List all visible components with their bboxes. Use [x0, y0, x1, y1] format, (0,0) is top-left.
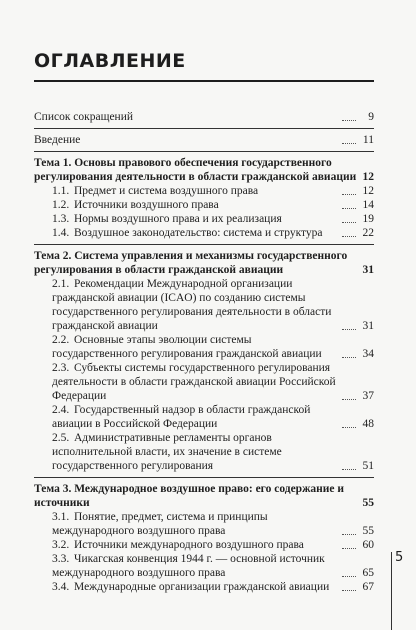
- toc-entry-page: 65: [362, 567, 374, 579]
- toc-entry-3-1: [34, 510, 374, 538]
- leader-dots: [342, 236, 356, 237]
- title-underline: [34, 80, 374, 82]
- toc-entry-title: Тема 3. Международное воздушное право: его содержание и источники: [34, 483, 345, 509]
- toc-entry-1-4: [34, 226, 374, 240]
- leader-dots: [342, 329, 356, 330]
- toc-entry-topic-3: [34, 482, 374, 510]
- toc-entry-title: Предмет и система воздушного права: [74, 185, 259, 197]
- toc-entry-number: 2.3.: [52, 362, 70, 374]
- toc-entry-page: 11: [362, 134, 374, 146]
- toc-entry-page: 51: [362, 460, 374, 472]
- toc-entry-number: 3.4.: [52, 581, 70, 593]
- leader-dots: [342, 194, 356, 195]
- toc-entry-number: 3.3.: [52, 553, 70, 565]
- divider: [34, 151, 374, 152]
- toc-entry-page: 19: [362, 213, 374, 225]
- toc-entry-number: 3.2.: [52, 539, 70, 551]
- leader-dots: [342, 143, 356, 144]
- toc-entry-page: 31: [362, 264, 374, 276]
- toc-entry-page: 37: [362, 390, 374, 402]
- toc-entry-2-4: [34, 403, 374, 431]
- toc-entry-3-2: [34, 538, 374, 552]
- leader-dots: [342, 208, 356, 209]
- toc-entry-number: 2.5.: [52, 432, 70, 444]
- toc-entry-title: Понятие, предмет, система и принципы международного воздушного права: [52, 511, 268, 537]
- toc-entry-page: 31: [362, 320, 374, 332]
- toc-entry-2-5: [34, 431, 374, 473]
- divider: [34, 244, 374, 245]
- toc-entry-title: Чикагская конвенция 1944 г. — основной источник международного воздушного права: [52, 553, 325, 579]
- toc-entry-3-4: [34, 580, 374, 594]
- toc-entry-title: Список сокращений: [34, 111, 134, 123]
- toc-entry-1-3: [34, 212, 374, 226]
- toc-entry-page: 55: [362, 525, 374, 537]
- leader-dots: [342, 576, 356, 577]
- toc-entry-number: 1.2.: [52, 199, 70, 211]
- toc-entry-title: Воздушное законодательство: система и структура: [74, 227, 323, 239]
- leader-dots: [342, 120, 356, 121]
- toc-entry-page: 55: [362, 497, 374, 509]
- toc-entry-2-3: [34, 361, 374, 403]
- toc-entry-1-1: [34, 184, 374, 198]
- toc-entry-page: 12: [362, 185, 374, 197]
- toc-entry-page: 67: [362, 581, 374, 593]
- toc-entry-number: 1.3.: [52, 213, 70, 225]
- toc-entry-title: Субъекты системы государственного регулирования деятельности в области гражданской авиации Российской Федерации: [52, 362, 336, 402]
- toc-entry-page: 48: [362, 418, 374, 430]
- toc-entry-3-3: [34, 552, 374, 580]
- table-of-contents: [34, 110, 374, 594]
- page-title: ОГЛАВЛЕНИЕ: [34, 50, 186, 72]
- divider: [34, 128, 374, 129]
- toc-entry-page: 60: [362, 539, 374, 551]
- toc-entry-number: 1.4.: [52, 227, 70, 239]
- toc-entry-topic-1: [34, 156, 374, 184]
- toc-entry-title: Источники воздушного права: [74, 199, 219, 211]
- toc-entry-title: Государственный надзор в области гражданской авиации в Российской Федерации: [52, 404, 311, 430]
- leader-dots: [342, 469, 356, 470]
- leader-dots: [342, 548, 356, 549]
- folio-rule: [391, 552, 392, 630]
- leader-dots: [342, 590, 356, 591]
- toc-entry-title: Источники международного воздушного права: [74, 539, 304, 551]
- toc-entry-title: Тема 2. Система управления и механизмы государственного регулирования в области гражданской авиации: [34, 250, 348, 276]
- toc-entry-page: 34: [362, 348, 374, 360]
- toc-entry-number: 1.1.: [52, 185, 70, 197]
- toc-entry-page: 12: [362, 171, 374, 183]
- toc-entry-title: Основные этапы эволюции системы государственного регулирования гражданской авиации: [52, 334, 322, 360]
- toc-entry-abbreviations: [34, 110, 374, 124]
- toc-entry-page: 14: [362, 199, 374, 211]
- leader-dots: [342, 534, 356, 535]
- toc-entry-number: 3.1.: [52, 511, 70, 523]
- toc-entry-page: 22: [362, 227, 374, 239]
- leader-dots: [342, 357, 356, 358]
- leader-dots: [342, 399, 356, 400]
- toc-entry-title: Введение: [34, 134, 81, 146]
- toc-entry-1-2: [34, 198, 374, 212]
- divider: [34, 477, 374, 478]
- toc-entry-title: Нормы воздушного права и их реализация: [74, 213, 282, 225]
- leader-dots: [342, 427, 356, 428]
- toc-entry-2-1: [34, 277, 374, 333]
- toc-entry-number: 2.4.: [52, 404, 70, 416]
- page-number: 5: [395, 550, 404, 565]
- toc-entry-title: Международные организации гражданской авиации: [74, 581, 330, 593]
- toc-entry-page: 9: [368, 111, 374, 123]
- toc-entry-title: Тема 1. Основы правового обеспечения государственного регулирования деятельности в области гражданской авиации: [34, 157, 357, 183]
- toc-entry-number: 2.2.: [52, 334, 70, 346]
- toc-entry-topic-2: [34, 249, 374, 277]
- toc-entry-introduction: [34, 133, 374, 147]
- toc-entry-number: 2.1.: [52, 278, 70, 290]
- leader-dots: [342, 222, 356, 223]
- toc-entry-2-2: [34, 333, 374, 361]
- toc-entry-title: Административные регламенты органов исполнительной власти, их значение в системе государственного регулирования: [52, 432, 282, 472]
- toc-entry-title: Рекомендации Международной организации гражданской авиации (ICAO) по созданию системы государственного регулирования деятельности в области гражданской авиации: [52, 278, 332, 332]
